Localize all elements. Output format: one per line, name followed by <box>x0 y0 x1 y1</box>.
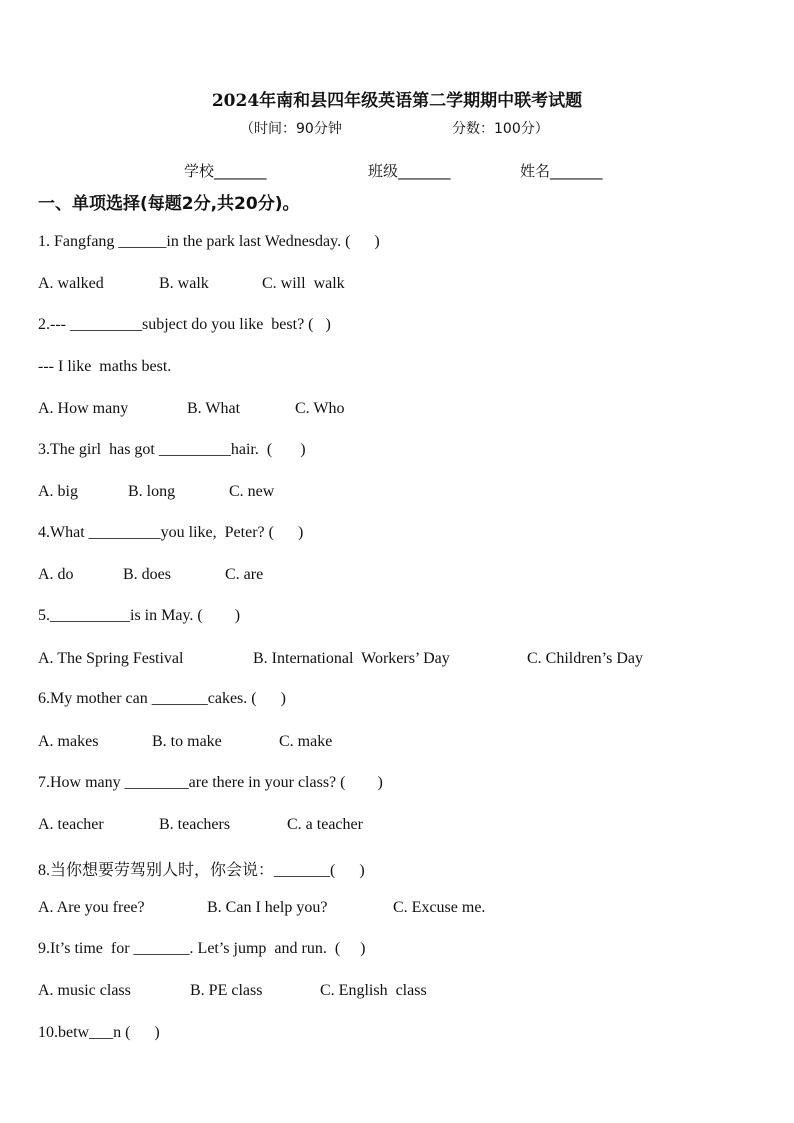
q8-option-b: B. Can I help you? <box>207 899 328 916</box>
q6-option-b: B. to make <box>152 733 222 750</box>
question-6: 6.My mother can _______cakes. ( ) <box>38 690 286 707</box>
question-5: 5.__________is in May. ( ) <box>38 607 241 624</box>
question-1: 1. Fangfang ______in the park last Wednesday. ( ) <box>38 233 380 250</box>
q2-option-c: C. Who <box>295 400 345 417</box>
q9-option-c: C. English class <box>320 982 427 999</box>
q4-option-a: A. do <box>38 566 74 583</box>
question-7: 7.How many ________are there in your class? ( ) <box>38 774 383 791</box>
q6-option-c: C. make <box>279 733 333 750</box>
section-title: 一、单项选择(每题2分,共20分)。 <box>38 194 300 214</box>
q3-option-b: B. long <box>128 483 176 500</box>
question-2-answer-line: --- I like maths best. <box>38 358 172 375</box>
question-9: 9.It’s time for _______. Let’s jump and run. ( ) <box>38 940 366 957</box>
q2-option-b: B. What <box>187 400 241 417</box>
q3-option-c: C. new <box>229 483 275 500</box>
q5-option-a: A. The Spring Festival <box>38 650 184 667</box>
q8-option-c: C. Excuse me. <box>393 899 486 916</box>
exam-time: （时间：90分钟 <box>240 121 342 137</box>
q7-option-b: B. teachers <box>159 816 231 833</box>
question-2: 2.--- _________subject do you like best? ( ) <box>38 316 331 333</box>
q1-option-c: C. will walk <box>262 275 345 292</box>
q9-option-a: A. music class <box>38 982 131 999</box>
q7-option-c: C. a teacher <box>287 816 363 833</box>
q1-option-a: A. walked <box>38 275 104 292</box>
q9-option-b: B. PE class <box>190 982 263 999</box>
question-8: 8.当你想要劳驾别人时，你会说：_______( ) <box>38 862 365 879</box>
q8-option-a: A. Are you free? <box>38 899 145 916</box>
q4-option-b: B. does <box>123 566 171 583</box>
q4-option-c: C. are <box>225 566 264 583</box>
q5-option-c: C. Children’s Day <box>527 650 643 667</box>
question-3: 3.The girl has got _________hair. ( ) <box>38 441 306 458</box>
school-field: 学校_______ <box>184 162 267 180</box>
name-field: 姓名_______ <box>520 162 603 180</box>
q2-option-a: A. How many <box>38 400 129 417</box>
q6-option-a: A. makes <box>38 733 99 750</box>
q3-option-a: A. big <box>38 483 78 500</box>
q5-option-b: B. International Workers’ Day <box>253 650 450 667</box>
exam-title: 2024年南和县四年级英语第二学期期中联考试题 <box>211 91 583 111</box>
q1-option-b: B. walk <box>159 275 209 292</box>
exam-score: 分数：100分） <box>452 121 549 137</box>
question-4: 4.What _________you like, Peter? ( ) <box>38 524 304 541</box>
question-10: 10.betw___n ( ) <box>38 1024 160 1041</box>
q7-option-a: A. teacher <box>38 816 104 833</box>
class-field: 班级_______ <box>368 162 451 180</box>
